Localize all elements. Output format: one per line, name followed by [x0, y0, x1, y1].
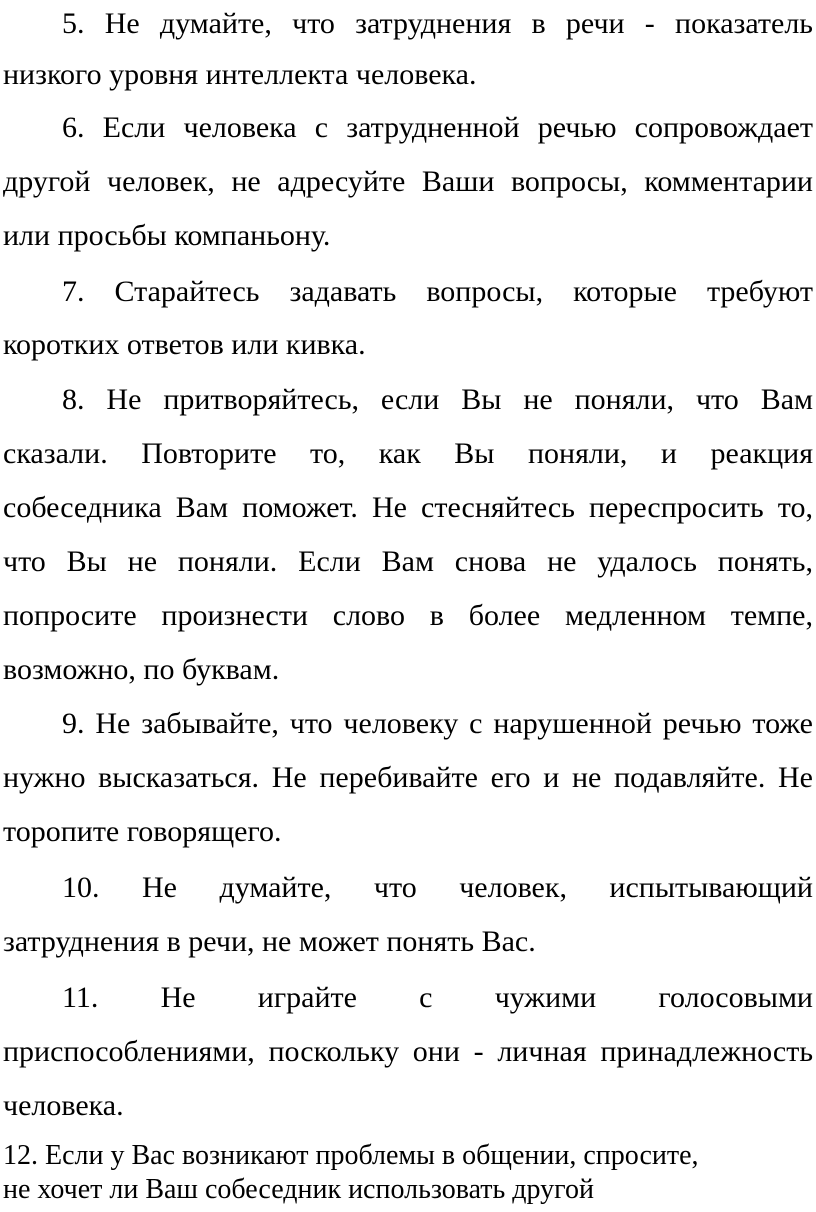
- paragraph-line: 5. Не думайте, что затруднения в речи - показатель: [62, 7, 813, 40]
- paragraph-line: 6. Если человека с затрудненной речью сопровождает: [62, 111, 813, 144]
- paragraph-line: что Вы не поняли. Если Вам снова не удалось понять,: [3, 545, 813, 578]
- paragraph-line: 12. Если у Вас возникают проблемы в общении, спросите,: [3, 1140, 699, 1171]
- paragraph-line: 10. Не думайте, что человек, испытывающий: [62, 871, 813, 904]
- paragraph-line: сказали. Повторите то, как Вы поняли, и реакция: [3, 437, 813, 470]
- paragraph-line: 11. Не играйте с чужими голосовыми: [62, 981, 813, 1014]
- paragraph-line: или просьбы компаньону.: [3, 219, 331, 252]
- paragraph-line: 8. Не притворяйтесь, если Вы не поняли, что Вам: [62, 383, 813, 416]
- paragraph-line: торопите говорящего.: [3, 815, 282, 848]
- paragraph-line: 9. Не забывайте, что человеку с нарушенной речью тоже: [62, 707, 813, 740]
- paragraph-line: нужно высказаться. Не перебивайте его и не подавляйте. Не: [3, 761, 813, 794]
- paragraph-line: возможно, по буквам.: [3, 653, 280, 686]
- paragraph-line: собеседника Вам поможет. Не стесняйтесь переспросить то,: [3, 491, 813, 524]
- paragraph-line: попросите произнести слово в более медленном темпе,: [3, 599, 813, 632]
- paragraph-line: другой человек, не адресуйте Ваши вопросы, комментарии: [3, 165, 813, 198]
- paragraph-line: не хочет ли Ваш собеседник использовать другой: [3, 1174, 594, 1205]
- paragraph-line: затруднения в речи, не может понять Вас.: [3, 925, 536, 958]
- paragraph-line: низкого уровня интеллекта человека.: [3, 58, 477, 91]
- paragraph-line: приспособлениями, поскольку они - личная принадлежность: [3, 1035, 813, 1068]
- paragraph-line: человека.: [3, 1089, 124, 1122]
- paragraph-line: коротких ответов или кивка.: [3, 328, 366, 361]
- paragraph-line: 7. Старайтесь задавать вопросы, которые требуют: [62, 275, 813, 308]
